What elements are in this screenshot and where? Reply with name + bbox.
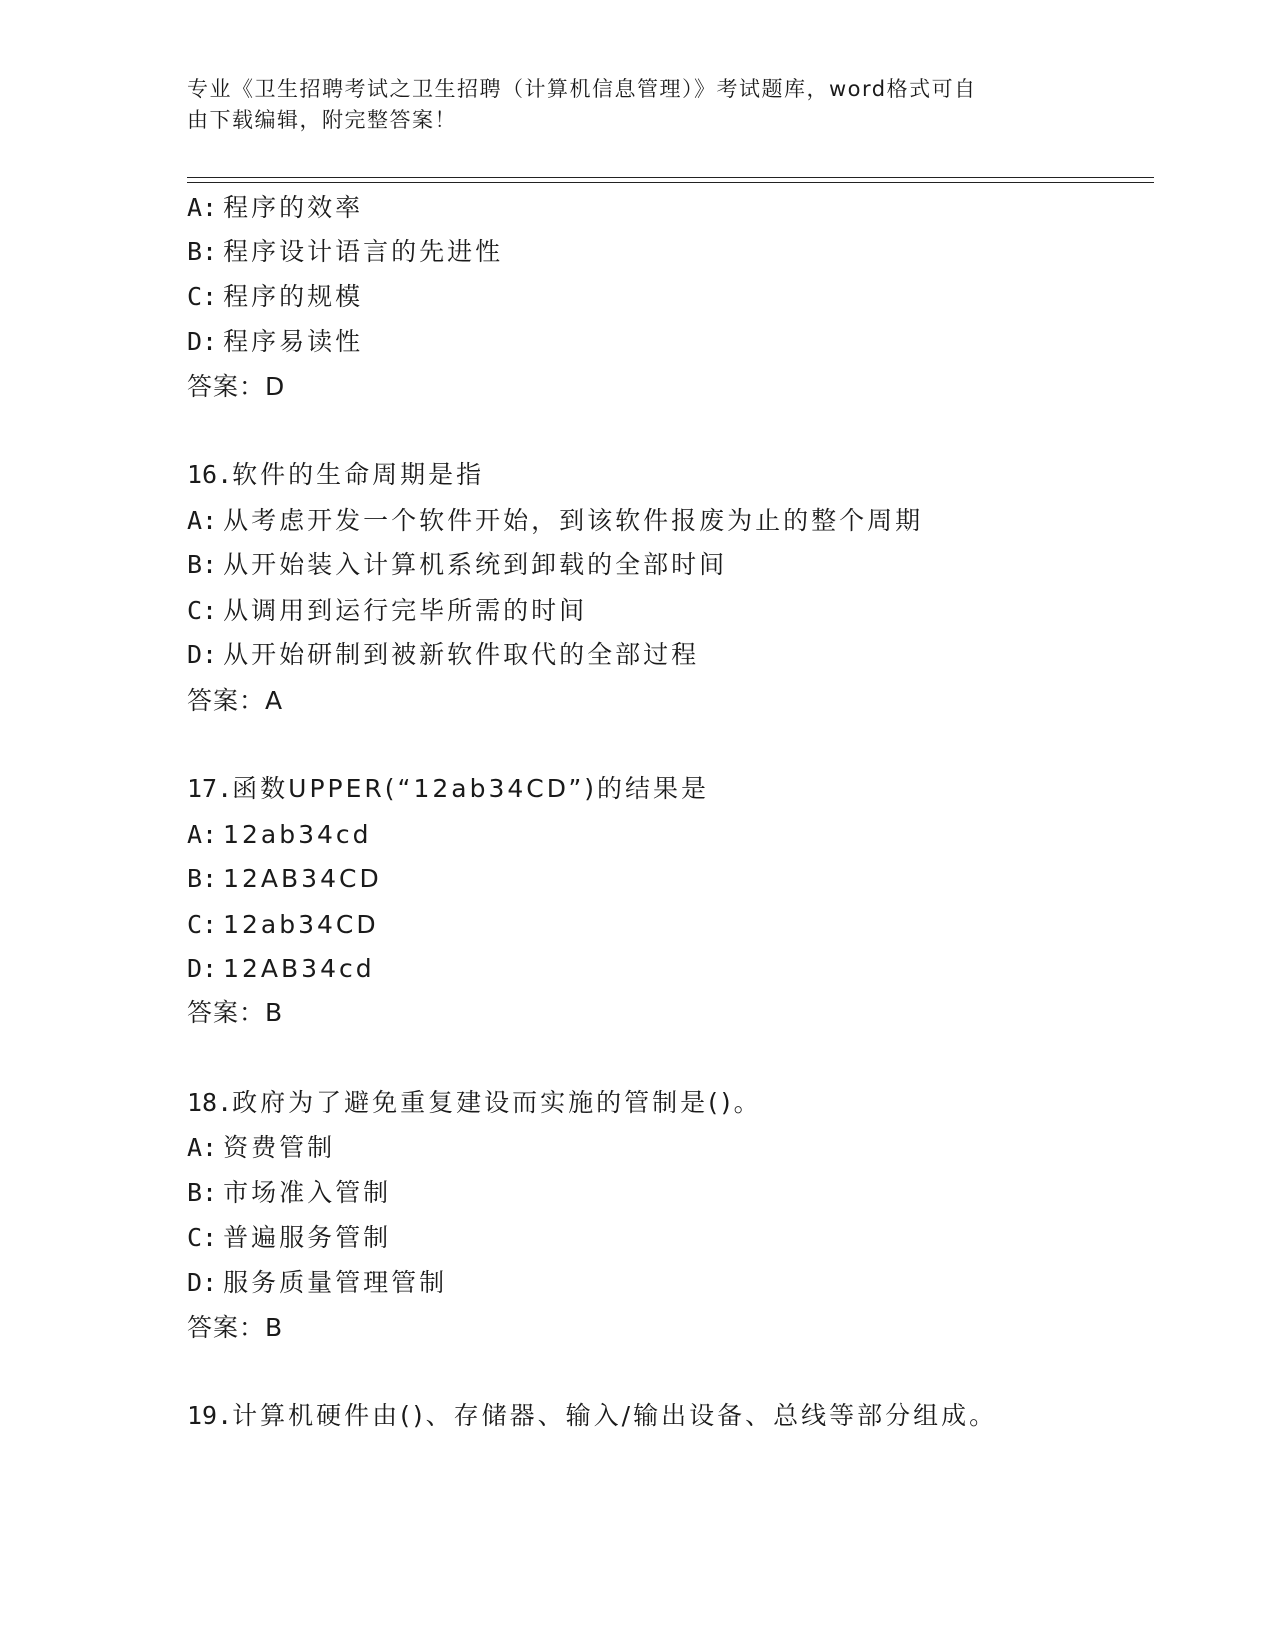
- option-label: A:: [187, 1133, 218, 1162]
- document-header: [187, 74, 1087, 136]
- option-text: 程序设计语言的先进性: [223, 237, 504, 266]
- question-text: 函数UPPER(“12ab34CD”)的结果是: [232, 774, 710, 803]
- question-text: 软件的生命周期是指: [232, 460, 485, 489]
- option-c: [187, 1223, 391, 1253]
- option-text: 程序易读性: [223, 327, 364, 356]
- option-text: 12ab34CD: [223, 910, 379, 939]
- option-label: A:: [187, 193, 218, 222]
- option-text: 12AB34CD: [223, 864, 382, 893]
- option-text: 从考虑开发一个软件开始，到该软件报废为止的整个周期: [223, 506, 924, 535]
- option-label: D:: [187, 954, 218, 983]
- question-number: 16.: [187, 460, 233, 489]
- option-b: [187, 864, 382, 894]
- question-number: 17.: [187, 774, 233, 803]
- option-text: 从开始装入计算机系统到卸载的全部时间: [223, 550, 728, 579]
- option-text: 资费管制: [223, 1133, 336, 1162]
- answer-line: 答案：D: [187, 372, 286, 401]
- option-c: [187, 282, 363, 312]
- option-label: C:: [187, 910, 218, 939]
- option-label: B:: [187, 864, 218, 893]
- option-b: [187, 1178, 391, 1208]
- option-label: B:: [187, 550, 218, 579]
- option-label: D:: [187, 1268, 218, 1297]
- option-text: 12AB34cd: [223, 954, 375, 983]
- question-text: 计算机硬件由()、存储器、输入/输出设备、总线等部分组成。: [232, 1401, 998, 1430]
- question-text: 政府为了避免重复建设而实施的管制是()。: [232, 1088, 762, 1117]
- option-label: B:: [187, 237, 218, 266]
- option-a: [187, 820, 372, 850]
- question-16: [187, 460, 484, 490]
- option-b: [187, 237, 503, 267]
- option-d: [187, 1268, 447, 1298]
- header-divider-bottom: [187, 182, 1154, 183]
- option-label: B:: [187, 1178, 218, 1207]
- option-d: [187, 954, 375, 984]
- question-18: [187, 1088, 762, 1118]
- option-text: 从开始研制到被新软件取代的全部过程: [223, 640, 700, 669]
- answer-line: 答案：B: [187, 1313, 284, 1342]
- option-d: [187, 640, 699, 670]
- option-label: D:: [187, 640, 218, 669]
- answer-line: 答案：B: [187, 998, 284, 1027]
- option-label: A:: [187, 820, 218, 849]
- answer-line: 答案：A: [187, 686, 284, 715]
- question-number: 19.: [187, 1401, 233, 1430]
- option-text: 服务质量管理管制: [223, 1268, 448, 1297]
- option-label: A:: [187, 506, 218, 535]
- option-text: 12ab34cd: [223, 820, 372, 849]
- option-a: [187, 193, 363, 223]
- option-label: C:: [187, 1223, 218, 1252]
- option-a: [187, 1133, 335, 1163]
- option-text: 普遍服务管制: [223, 1223, 392, 1252]
- header-line-1: 专业《卫生招聘考试之卫生招聘（计算机信息管理）》考试题库，word格式可自: [187, 77, 977, 101]
- option-label: D:: [187, 327, 218, 356]
- option-text: 从调用到运行完毕所需的时间: [223, 596, 588, 625]
- option-c: [187, 596, 587, 626]
- header-line-2: 由下载编辑，附完整答案！: [187, 108, 457, 132]
- question-number: 18.: [187, 1088, 233, 1117]
- option-d: [187, 327, 363, 357]
- option-text: 市场准入管制: [223, 1178, 392, 1207]
- option-c: [187, 910, 379, 940]
- option-label: C:: [187, 282, 218, 311]
- question-17: [187, 774, 709, 804]
- option-a: [187, 506, 923, 536]
- option-text: 程序的效率: [223, 193, 364, 222]
- question-19: [187, 1401, 997, 1431]
- option-label: C:: [187, 596, 218, 625]
- header-divider-top: [187, 177, 1154, 178]
- option-b: [187, 550, 727, 580]
- option-text: 程序的规模: [223, 282, 364, 311]
